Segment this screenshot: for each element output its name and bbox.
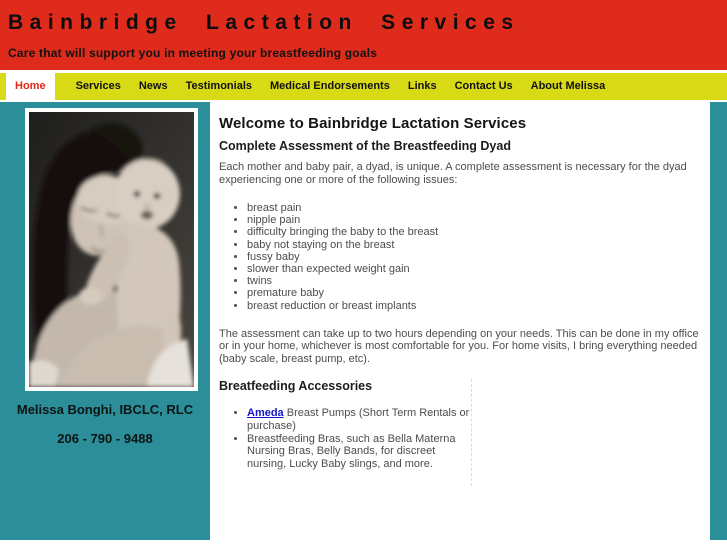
right-edge-strip xyxy=(710,102,727,540)
ameda-link[interactable]: Ameda xyxy=(247,407,284,420)
issue-item: • breast reduction or breast implants xyxy=(247,300,700,312)
phone-number: 206 - 790 - 9488 xyxy=(57,431,153,446)
nav-item-testimonials[interactable]: Testimonials xyxy=(185,80,253,92)
nav-item-news[interactable]: News xyxy=(138,80,168,92)
nav-item-home[interactable]: Home xyxy=(6,73,55,100)
issue-item: • difficulty bringing the baby to the breast xyxy=(247,226,700,238)
accessories-section xyxy=(219,379,472,486)
assessment-intro: Each mother and baby pair, a dyad, is unique. A complete assessment is necessary for the dyad experiencing one or more of the following issues: xyxy=(219,161,687,186)
main-nav xyxy=(0,73,727,100)
mother-baby-photo xyxy=(25,108,198,391)
assessment-heading: Complete Assessment of the Breastfeeding Dyad xyxy=(219,139,511,153)
issue-item: • baby not staying on the breast xyxy=(247,239,700,251)
issue-item: • fussy baby xyxy=(247,251,700,263)
site-tagline: Care that will support you in meeting your breastfeeding goals xyxy=(8,46,378,60)
issue-item: • breast pain xyxy=(247,202,700,214)
accessories-heading: Breatfeeding Accessories xyxy=(219,379,373,394)
sidebar xyxy=(0,102,210,540)
nav-item-about-melissa[interactable]: About Melissa xyxy=(530,80,606,92)
main-content xyxy=(210,102,710,540)
nav-item-medical-endorsements[interactable]: Medical Endorsements xyxy=(270,80,390,92)
issues-list xyxy=(219,202,700,312)
site-title: Bainbridge Lactation Services xyxy=(8,11,520,34)
nav-item-links[interactable]: Links xyxy=(407,80,437,92)
page-title: Welcome to Bainbridge Lactation Services xyxy=(219,115,527,132)
page-body xyxy=(0,102,727,540)
accessory-item: • Breastfeeding Bras, such as Bella Materna Nursing Bras, Belly Bands, for discreet nursing, Lucky Baby slings, and more. xyxy=(247,433,471,471)
issue-item: • premature baby xyxy=(247,287,700,299)
accessories-list xyxy=(219,407,471,470)
issue-item: • twins xyxy=(247,275,700,287)
site-header xyxy=(0,0,727,70)
assessment-outro: The assessment can take up to two hours depending on your needs. This can be done in my office or in your home, whichever is most comfortable for you. For home visits, I bring everything needed (baby scale, breast pump, etc). xyxy=(219,327,699,365)
practitioner-name: Melissa Bonghi, IBCLC, RLC xyxy=(16,402,194,417)
nav-item-services[interactable]: Services xyxy=(75,80,121,92)
nav-item-contact-us[interactable]: Contact Us xyxy=(454,80,513,92)
issue-item: • slower than expected weight gain xyxy=(247,263,700,275)
accessory-item-text: Breast Pumps (Short Term Rentals or purchase) xyxy=(247,407,470,432)
accessory-item xyxy=(247,407,471,432)
mother-baby-photo-image xyxy=(29,112,194,387)
issue-item: • nipple pain xyxy=(247,214,700,226)
